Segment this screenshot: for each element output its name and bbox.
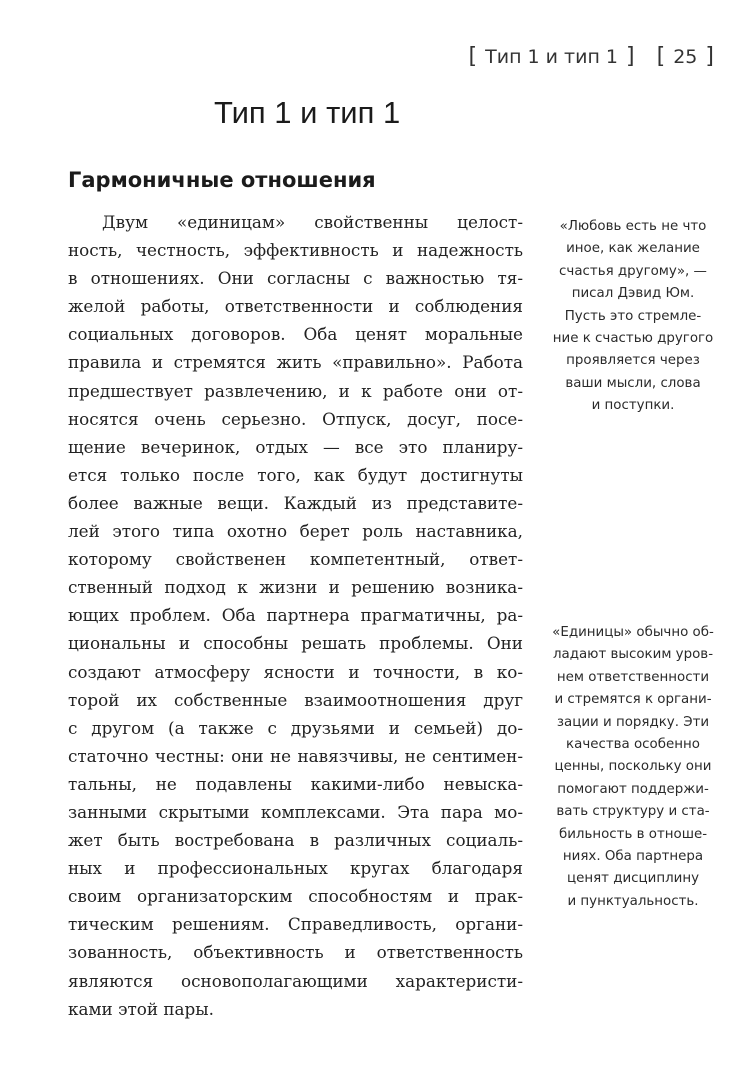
section-heading: Гармоничные отношения <box>68 168 376 192</box>
sidenote-line: и стремятся к органи- <box>554 692 712 708</box>
sidenote-line: ценят дисциплину <box>566 871 700 887</box>
sidenote-line: помогают поддержи- <box>557 781 709 797</box>
body-line: своим организаторским способностям и прак- <box>68 886 523 907</box>
sidenote-line: зации и порядку. Эти <box>556 714 710 730</box>
body-line: торой их собственные взаимоотношения друг <box>68 689 523 710</box>
body-line: более важные вещи. Каждый из представите- <box>68 492 523 513</box>
body-line: ных и профессиональных кругах благодаря <box>68 858 523 879</box>
body-line: занными скрытыми комплексами. Эта пара мо- <box>68 801 523 822</box>
body-line: тическим решениям. Справедливость, органи- <box>68 914 523 935</box>
page-number-bracket-close: ] <box>705 44 714 69</box>
body-line: жет быть востребована в различных социаль- <box>68 830 523 851</box>
sidenote-line: писал Дэвид Юм. <box>571 286 695 302</box>
header-bracket-close: ] <box>626 44 635 69</box>
body-line: которому свойственен компетентный, ответ- <box>68 549 523 570</box>
page-number-bracket-open: [ <box>656 44 666 69</box>
sidenote-line: нем ответственности <box>556 669 710 685</box>
body-line: предшествует развлечению, и к работе они от- <box>68 380 523 401</box>
body-line: ственный подход к жизни и решению возника- <box>68 577 523 598</box>
header-bracket-open: [ <box>468 44 478 69</box>
sidenote-line: бильность в отноше- <box>558 826 708 842</box>
sidenote-line: «Любовь есть не что <box>559 219 707 234</box>
body-line: ющих проблем. Оба партнера прагматичны, ра- <box>68 605 523 626</box>
body-line: ность, честность, эффективность и надежность <box>68 240 523 261</box>
page-number: 25 <box>673 45 698 68</box>
sidenote-line: и пунктуальность. <box>567 893 699 909</box>
body-line: в отношениях. Они согласны с важностью тя- <box>68 268 523 289</box>
sidenote-line: вать структуру и ста- <box>556 804 710 820</box>
body-line: Двум «единицам» свойственны целост- <box>102 212 523 232</box>
sidenote-line: и поступки. <box>591 398 675 414</box>
sidenote-line: иное, как желание <box>566 241 700 257</box>
running-title: Тип 1 и тип 1 <box>485 45 619 68</box>
sidenote-line: ниях. Оба партнера <box>562 849 704 865</box>
sidenote-line: качества особенно <box>566 737 700 753</box>
body-paragraph <box>68 208 523 1023</box>
body-line: зованность, объективность и ответственность <box>68 942 523 963</box>
body-line: ками этой пары. <box>68 998 214 1019</box>
sidenote-line: ние к счастью другого <box>552 331 714 347</box>
sidenote-line: «Единицы» обычно об- <box>552 625 714 640</box>
sidenote-line: ценны, поскольку они <box>554 759 712 775</box>
running-header <box>469 44 714 69</box>
body-line: ется только после того, как будут достигнуты <box>68 464 523 485</box>
body-line: циональны и способны решать проблемы. Они <box>68 633 523 654</box>
body-line: являются основополагающими характеристи- <box>68 970 523 991</box>
body-line: щение вечеринок, отдых — все это планиру- <box>68 436 523 457</box>
body-line: лей этого типа охотно берет роль наставника, <box>68 521 523 542</box>
margin-quote-hume <box>538 216 728 418</box>
body-line: социальных договоров. Оба ценят моральные <box>68 324 523 345</box>
sidenote-line: проявляется через <box>566 353 700 369</box>
sidenote-line: ваши мысли, слова <box>565 375 701 391</box>
sidenote-line: счастья другому», — <box>559 263 707 279</box>
sidenote-line: ладают высоким уров- <box>552 647 714 663</box>
chapter-title: Тип 1 и тип 1 <box>214 95 401 130</box>
body-line: тальны, не подавлены какими-либо невыска- <box>68 773 523 794</box>
body-line: с другом (а также с друзьями и семьей) до- <box>68 717 523 738</box>
body-line: носятся очень серьезно. Отпуск, досуг, посе- <box>68 408 523 429</box>
body-line: желой работы, ответственности и соблюдения <box>68 296 523 317</box>
body-line: создают атмосферу ясности и точности, в ко- <box>68 661 523 682</box>
margin-note-units <box>538 622 728 913</box>
body-line: статочно честны: они не навязчивы, не сентимен- <box>68 745 523 766</box>
body-line: правила и стремятся жить «правильно». Работа <box>68 352 523 373</box>
sidenote-line: Пусть это стремле- <box>564 308 702 324</box>
